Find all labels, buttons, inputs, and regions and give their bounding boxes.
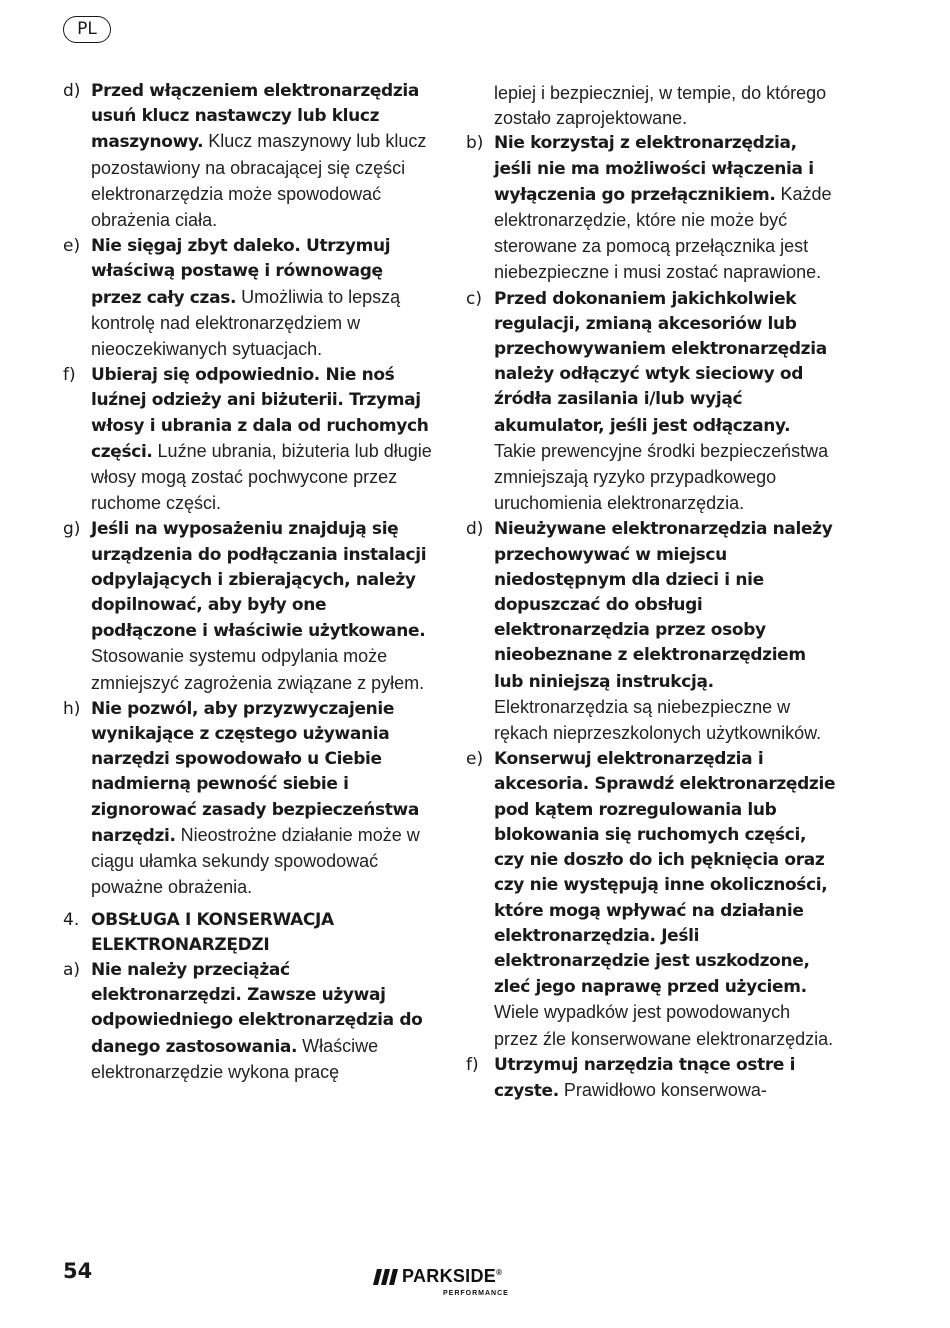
item-marker: c) bbox=[466, 288, 482, 309]
parkside-stripes-logo-icon bbox=[373, 1269, 399, 1285]
item-bold-text: Ubieraj się odpowiednio. Nie noś luźnej odzieży ani biżuterii. Trzymaj włosy i ubrania z dala od ruchomych części. bbox=[91, 365, 429, 462]
item-text bbox=[494, 1053, 836, 1104]
section-number: 4. bbox=[63, 909, 80, 930]
item-bold-text: Jeśli na wyposażeniu znajdują się urządzenia do podłączania instalacji odpylających i zbierających, należy dopilnować, aby były one podłączone i właściwie użytkowane. bbox=[91, 519, 427, 642]
section-heading bbox=[63, 908, 433, 958]
item-bold-text: Konserwuj elektronarzędzia i akcesoria. Sprawdź elektronarzędzie pod kątem rozregulowania lub blokowania się ruchomych części, czy nie doszło do ich pęknięcia oraz czy nie występują inne okoliczności, które mogą wpływać na działanie elektronarzędzia. Jeśli elektronarzędzie jest uszkodzone, zleć jego naprawę przed użyciem. bbox=[494, 749, 836, 998]
item-bold-text: Nie należy przeciążać elektronarzędzi. Zawsze używaj odpowiedniego elektronarzędzia do danego zastosowania. bbox=[91, 959, 423, 1057]
list-item bbox=[466, 287, 836, 518]
list-item bbox=[466, 517, 836, 747]
item-marker: h) bbox=[63, 698, 81, 719]
item-text bbox=[494, 131, 836, 286]
list-item bbox=[63, 79, 433, 234]
item-normal-text: Takie prewencyjne środki bezpieczeństwa zmniejszają ryzyko przypadkowego uruchomienia elektronarzędzia. bbox=[494, 440, 829, 514]
item-normal-text: Właściwe elektronarzędzie wykona pracę bbox=[91, 1035, 379, 1082]
section-title: OBSŁUGA I KONSERWACJA ELEKTRONARZĘDZI bbox=[91, 909, 334, 955]
item-marker: f) bbox=[466, 1054, 479, 1075]
item-text bbox=[91, 234, 433, 363]
item-normal-text: Stosowanie systemu odpylania może zmniejszyć zagrożenia związane z pyłem. bbox=[91, 646, 425, 693]
item-bold-text: Przed włączeniem elektronarzędzia usuń klucz nastawczy lub klucz maszynowy. bbox=[91, 81, 420, 153]
item-text bbox=[494, 287, 836, 518]
item-text bbox=[494, 747, 836, 1052]
right-column bbox=[466, 79, 836, 1104]
item-text bbox=[91, 517, 433, 696]
list-item bbox=[63, 697, 433, 902]
item-normal-text: Wiele wypadków jest powodowanych przez źle konserwowane elektronarzędzia. bbox=[494, 1002, 834, 1049]
item-text bbox=[91, 363, 433, 517]
parkside-logo bbox=[373, 1266, 523, 1302]
item-text bbox=[494, 517, 836, 747]
item-marker: e) bbox=[466, 749, 484, 770]
list-item bbox=[466, 747, 836, 1052]
item-bold-text: Nie korzystaj z elektronarzędzia, jeśli nie ma możliwości włączenia i wyłączenia go przełącznikiem. bbox=[494, 133, 814, 205]
language-badge: PL bbox=[63, 16, 111, 43]
list-item bbox=[63, 363, 433, 517]
item-bold-text: Nie pozwól, aby przyzwyczajenie wynikające z częstego używania narzędzi spowodowało u Ciebie nadmierną pewność siebie i zignorować zasady bezpieczeństwa narzędzi. bbox=[91, 698, 419, 846]
item-bold-text: Nieużywane elektronarzędzia należy przechowywać w miejscu niedostępnym dla dzieci i nie dopuszczać do obsługi elektronarzędzia przez osoby nieobeznane z elektronarzędziem lub niniejszą instrukcją. bbox=[494, 519, 833, 692]
logo-subtitle: PERFORMANCE bbox=[443, 1290, 509, 1297]
item-normal-text: Umożliwia to lepszą kontrolę nad elektronarzędziem w nieoczekiwanych sytuacjach. bbox=[91, 286, 401, 360]
item-normal-text: Nieostrożne działanie może w ciągu ułamka sekundy spowodować poważne obrażenia. bbox=[91, 824, 420, 898]
list-item bbox=[466, 131, 836, 286]
item-marker: a) bbox=[63, 959, 81, 980]
left-column bbox=[63, 79, 433, 1086]
list-item bbox=[63, 958, 433, 1086]
item-bold-text: Nie sięgaj zbyt daleko. Utrzymuj właściwą postawę i równowagę przez cały czas. bbox=[91, 236, 391, 308]
item-marker: d) bbox=[466, 519, 484, 540]
list-item bbox=[466, 1053, 836, 1104]
item-bold-text: Utrzymuj narzędzia tnące ostre i czyste. bbox=[494, 1054, 796, 1101]
continued-text: lepiej i bezpieczniej, w tempie, do którego zostało zaprojektowane. bbox=[494, 83, 827, 129]
item-normal-text: Luźne ubrania, biżuteria lub długie włosy mogą zostać pochwycone przez ruchome części. bbox=[91, 440, 432, 514]
item-normal-text: Prawidłowo konserwowa- bbox=[558, 1079, 767, 1100]
item-normal-text: Klucz maszynowy lub klucz pozostawiony na obracającej się części elektronarzędzia może spowodować obrażenia ciała. bbox=[91, 131, 427, 231]
list-item bbox=[63, 517, 433, 696]
item-normal-text: Każde elektronarzędzie, które nie może być sterowane za pomocą przełącznika jest niebezpieczne i musi zostać naprawione. bbox=[494, 183, 832, 283]
item-marker: e) bbox=[63, 236, 81, 257]
logo-brand: PARKSIDE® bbox=[402, 1266, 503, 1286]
page-number: 54 bbox=[63, 1259, 93, 1283]
item-text bbox=[91, 958, 433, 1086]
item-text bbox=[91, 697, 433, 902]
item-marker: d) bbox=[63, 81, 81, 101]
list-item bbox=[63, 234, 433, 363]
item-marker: f) bbox=[63, 365, 76, 386]
item-text bbox=[91, 79, 433, 234]
item-marker: b) bbox=[466, 133, 484, 154]
item-bold-text: Przed dokonaniem jakichkolwiek regulacji, zmianą akcesoriów lub przechowywaniem elektronarzędzia należy odłączyć wtyk sieciowy od źródła zasilania i/lub wyjąć akumulator, jeśli jest odłączany. bbox=[494, 288, 827, 436]
item-normal-text: Elektronarzędzia są niebezpieczne w rękach nieprzeszkolonych użytkowników. bbox=[494, 696, 822, 744]
item-marker: g) bbox=[63, 519, 81, 540]
